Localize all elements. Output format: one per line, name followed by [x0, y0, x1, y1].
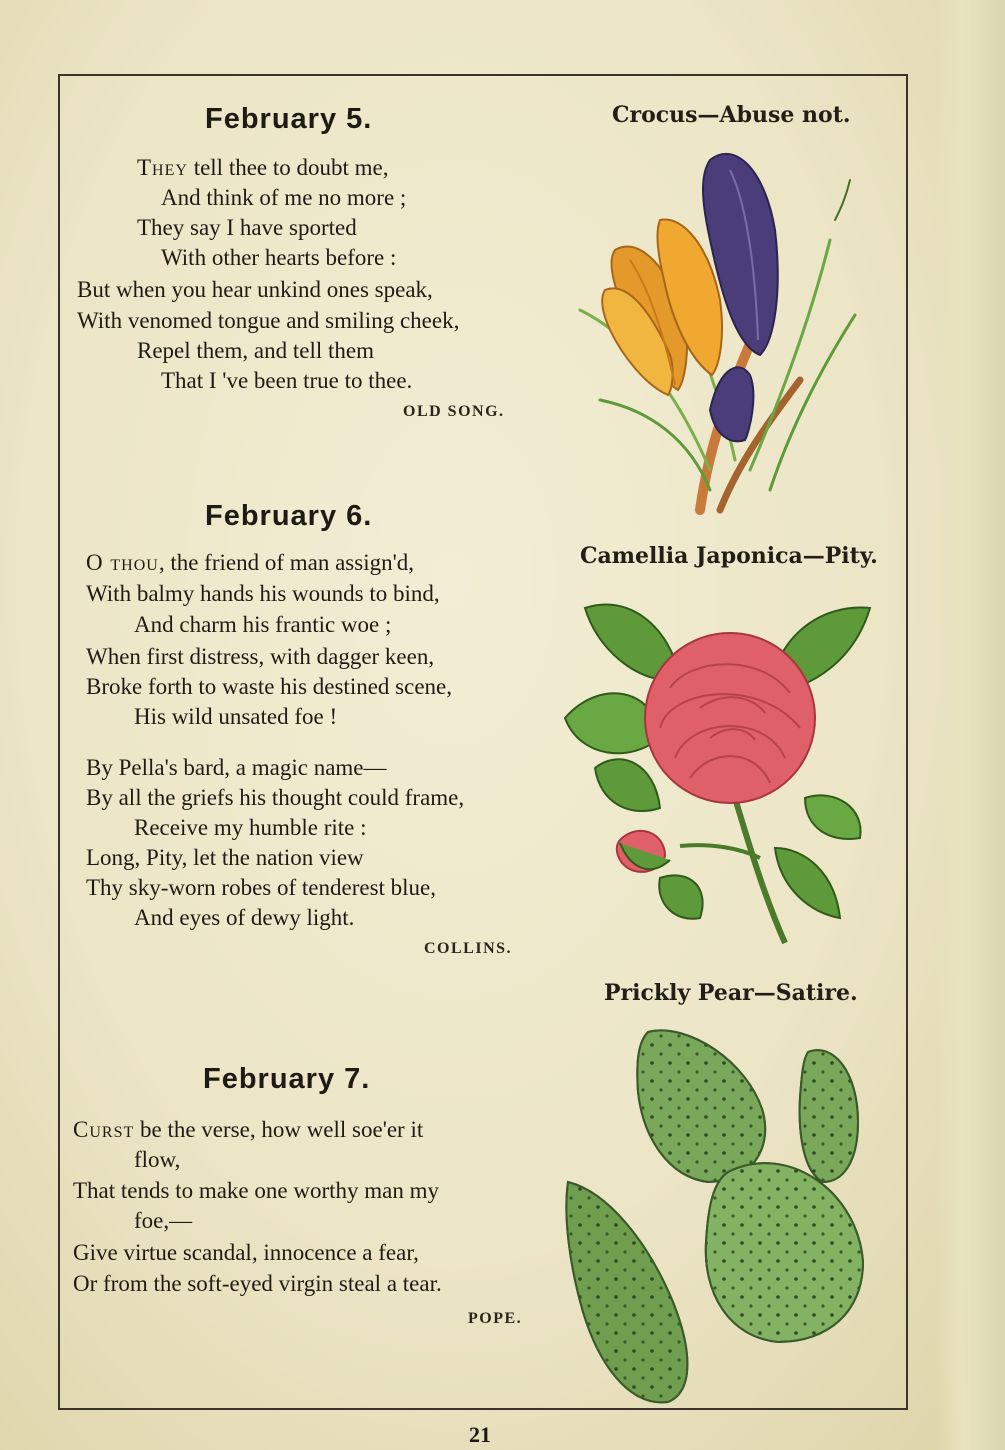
poem-line: They say I have sported [137, 215, 357, 240]
poem-attribution: POPE. [468, 1310, 523, 1327]
prickly-pear-illustration [558, 1022, 878, 1412]
poem-line [137, 155, 389, 181]
poem-attribution: COLLINS. [424, 940, 513, 957]
crocus-illustration [560, 140, 860, 525]
poem-line: By all the griefs his thought could frame, [86, 785, 465, 810]
poem-line: By Pella's bard, a magic name— [86, 755, 387, 780]
poem-line: With balmy hands his wounds to bind, [86, 581, 440, 606]
poem-line: foe,— [134, 1208, 193, 1233]
poem-initial-word: O thou [86, 550, 159, 575]
poem-line: Repel them, and tell them [137, 338, 374, 363]
poem-line-text: , the friend of man assign'd, [158, 550, 414, 575]
poem-line: With other hearts before : [161, 245, 397, 270]
poem-initial-word: Curst [73, 1117, 135, 1142]
entry-date: February 6. [205, 500, 373, 532]
poem-line: That tends to make one worthy man my [73, 1178, 440, 1203]
flower-label-prickly-pear: Prickly Pear—Satire. [604, 980, 858, 1006]
flower-label-camellia: Camellia Japonica—Pity. [580, 543, 878, 569]
poem-line [86, 550, 414, 576]
page-number: 21 [469, 1422, 491, 1447]
poem-line: His wild unsated foe ! [134, 704, 338, 729]
poem-line: When first distress, with dagger keen, [86, 644, 435, 669]
page-edge [935, 0, 1005, 1450]
poem-line: But when you hear unkind ones speak, [77, 277, 433, 302]
poem-line: Long, Pity, let the nation view [86, 845, 364, 870]
poem-line: That I 've been true to thee. [161, 368, 413, 393]
poem-line: flow, [134, 1147, 181, 1172]
poem-line: Or from the soft-eyed virgin steal a tear. [73, 1271, 442, 1296]
poem-initial-word: They [137, 155, 188, 180]
poem-line: Broke forth to waste his destined scene, [86, 674, 452, 699]
poem-line-text: be the verse, how well soe'er it [134, 1117, 424, 1142]
flower-label-crocus: Crocus—Abuse not. [612, 102, 851, 128]
poem-line: With venomed tongue and smiling cheek, [77, 308, 460, 333]
poem-line: And think of me no more ; [161, 185, 407, 210]
poem-line: And charm his frantic woe ; [134, 612, 392, 637]
poem-line: Give virtue scandal, innocence a fear, [73, 1240, 419, 1265]
poem-line: Thy sky-worn robes of tenderest blue, [86, 875, 437, 900]
poem-line: And eyes of dewy light. [134, 905, 355, 930]
poem-line [73, 1117, 423, 1143]
poem-line-text: tell thee to doubt me, [187, 155, 389, 180]
entry-date: February 7. [203, 1063, 371, 1095]
poem-line: Receive my humble rite : [134, 815, 367, 840]
camellia-illustration [560, 598, 885, 953]
entry-date: February 5. [205, 103, 373, 135]
poem-attribution: OLD SONG. [403, 403, 505, 420]
